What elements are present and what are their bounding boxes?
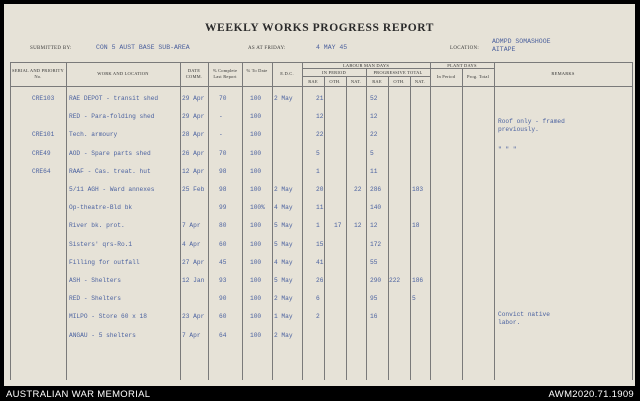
cell-serial: CRE103 xyxy=(32,95,55,102)
cell-prog-oth: 222 xyxy=(389,277,401,284)
header-remarks: REMARKS xyxy=(551,71,575,76)
col-line xyxy=(242,62,243,380)
cell-work: RAE DEPOT - transit shed xyxy=(69,95,159,102)
col-line xyxy=(366,68,367,380)
cell-prog-rae: 22 xyxy=(370,131,378,139)
cell-rae: 20 xyxy=(316,186,324,193)
cell-last-report: 99 xyxy=(219,204,227,212)
header-plant-prog-total: Prog. Total xyxy=(466,74,490,79)
table-header-rule xyxy=(10,86,632,87)
cell-work: RAAF - Cas. treat. hut xyxy=(69,167,151,175)
cell-work: RED - Para-folding shed xyxy=(69,113,155,121)
cell-nat: 22 xyxy=(354,186,362,193)
cell-work: River bk. prot. xyxy=(69,222,125,230)
cell-work: RED - Shelters xyxy=(69,295,121,303)
cell-prog-nat: 186 xyxy=(412,277,424,284)
header-work: WORK AND LOCATION xyxy=(97,71,149,76)
col-line xyxy=(346,76,347,380)
cell-last-report: 60 xyxy=(219,313,227,321)
cell-remarks: previously. xyxy=(498,126,539,133)
cell-to-date: 100 xyxy=(250,149,262,157)
col-line xyxy=(208,62,209,380)
cell-work: Filling for outfall xyxy=(69,258,140,266)
cell-to-date: 100 xyxy=(250,295,262,303)
cell-prog-nat: 183 xyxy=(412,186,424,193)
cell-oth: 17 xyxy=(334,222,342,230)
cell-edc: 4 May xyxy=(274,204,293,212)
cell-prog-rae: 16 xyxy=(370,313,378,321)
cell-prog-nat: 5 xyxy=(412,295,416,303)
cell-serial: CRE64 xyxy=(32,167,51,175)
cell-remarks: labor. xyxy=(498,319,521,326)
as-at-friday-value: 4 MAY 45 xyxy=(316,44,348,51)
cell-date: 7 Apr xyxy=(182,331,201,339)
cell-prog-rae: 55 xyxy=(370,258,378,266)
cell-date: 26 Apr xyxy=(182,149,205,157)
header-plant-in-period: In Period xyxy=(436,74,456,79)
header-pct-to-date: % To Date xyxy=(246,68,268,73)
cell-to-date: 100 xyxy=(250,277,262,284)
col-line xyxy=(462,68,463,380)
cell-prog-rae: 172 xyxy=(370,240,382,248)
cell-prog-rae: 286 xyxy=(370,186,382,193)
cell-prog-rae: 5 xyxy=(370,149,374,157)
header-date-comm: DATE COMM. xyxy=(185,68,203,79)
location-value-line2: AITAPE xyxy=(492,46,516,53)
cell-rae: 21 xyxy=(316,95,324,102)
cell-rae: 11 xyxy=(316,204,324,212)
cell-date: 29 Apr xyxy=(182,113,205,121)
submitted-by-value: CON 5 AUST BASE SUB-AREA xyxy=(96,44,190,51)
cell-last-report: - xyxy=(219,131,223,139)
col-line xyxy=(10,62,11,380)
header-oth: OTH. xyxy=(329,78,341,84)
cell-date: 4 Apr xyxy=(182,240,201,248)
cell-last-report: 45 xyxy=(219,258,227,266)
cell-prog-rae: 95 xyxy=(370,295,378,303)
cell-work: ANGAU - 5 shelters xyxy=(69,331,136,339)
page-title: WEEKLY WORKS PROGRESS REPORT xyxy=(204,22,435,34)
cell-edc: 4 May xyxy=(274,258,293,266)
cell-work: 5/11 AGH - Ward annexes xyxy=(69,186,155,193)
cell-last-report: 60 xyxy=(219,240,227,248)
cell-edc: 5 May xyxy=(274,240,293,248)
cell-date: 12 Apr xyxy=(182,167,205,175)
cell-to-date: 100 xyxy=(250,240,262,248)
cell-date: 29 Apr xyxy=(182,95,205,102)
cell-last-report: 80 xyxy=(219,222,227,230)
cell-last-report: 93 xyxy=(219,277,227,284)
cell-to-date: 100 xyxy=(250,167,262,175)
cell-date: 7 Apr xyxy=(182,222,201,230)
header-edc: E.D.C. xyxy=(280,71,294,76)
cell-to-date: 100 xyxy=(250,95,262,102)
header-prog-rae: RAE xyxy=(372,78,382,84)
cell-to-date: 100 xyxy=(250,313,262,321)
cell-prog-rae: 12 xyxy=(370,113,378,121)
cell-prog-rae: 52 xyxy=(370,95,378,102)
header-in-period: IN PERIOD xyxy=(322,69,346,75)
cell-date: 25 Feb xyxy=(182,186,205,193)
cell-work: AOD - Spare parts shed xyxy=(69,149,151,157)
cell-edc: 2 May xyxy=(274,186,293,193)
cell-rae: 22 xyxy=(316,131,324,139)
col-line xyxy=(66,62,67,380)
header-prog-nat: NAT. xyxy=(414,78,426,84)
cell-date: 28 Apr xyxy=(182,131,205,139)
credit-left: AUSTRALIAN WAR MEMORIAL xyxy=(6,389,151,400)
header-serial: SERIAL AND PRIORITY No. xyxy=(12,68,64,79)
cell-to-date: 100 xyxy=(250,186,262,193)
col-line xyxy=(430,62,431,380)
col-line xyxy=(388,76,389,380)
col-line xyxy=(324,76,325,380)
cell-edc: 2 May xyxy=(274,95,293,102)
cell-last-report: 64 xyxy=(219,331,227,339)
cell-rae: 26 xyxy=(316,277,324,284)
col-line xyxy=(272,62,273,380)
cell-prog-rae: 290 xyxy=(370,277,382,284)
cell-to-date: 100 xyxy=(250,331,262,339)
cell-last-report: 70 xyxy=(219,95,227,102)
cell-to-date: 100 xyxy=(250,113,262,121)
cell-prog-rae: 140 xyxy=(370,204,382,212)
cell-to-date: 100 xyxy=(250,222,262,230)
cell-rae: 15 xyxy=(316,240,324,248)
cell-to-date: 100% xyxy=(250,204,265,212)
header-nat: NAT. xyxy=(350,78,362,84)
header-prog-oth: OTH. xyxy=(393,78,405,84)
cell-last-report: 98 xyxy=(219,186,227,193)
cell-edc: 5 May xyxy=(274,222,293,230)
col-line xyxy=(410,76,411,380)
cell-to-date: 100 xyxy=(250,258,262,266)
location-label: LOCATION: xyxy=(450,46,480,51)
cell-rae: 6 xyxy=(316,295,320,303)
cell-work: ASH - Shelters xyxy=(69,277,121,284)
col-line xyxy=(180,62,181,380)
header-plant: PLANT DAYS xyxy=(447,62,477,68)
cell-last-report: 98 xyxy=(219,167,227,175)
header-labour: LABOUR MAN DAYS xyxy=(342,62,390,68)
cell-rae: 2 xyxy=(316,313,320,321)
report-sheet xyxy=(4,4,635,386)
cell-work: Op-theatre-Bld bk xyxy=(69,204,133,212)
cell-prog-rae: 12 xyxy=(370,222,378,230)
submitted-by-label: SUBMITTED BY: xyxy=(30,46,72,51)
cell-rae: 1 xyxy=(316,222,320,230)
cell-remarks: " " " xyxy=(498,146,517,153)
cell-to-date: 100 xyxy=(250,131,262,139)
cell-date: 27 Apr xyxy=(182,258,205,266)
credit-right: AWM2020.71.1909 xyxy=(548,389,634,400)
header-pct-complete: % Complete Last Report xyxy=(212,68,238,79)
cell-remarks: Roof only - framed xyxy=(498,118,565,125)
cell-last-report: - xyxy=(219,113,223,121)
cell-work: MILPO - Store 60 x 18 xyxy=(69,313,147,321)
cell-serial: CRE49 xyxy=(32,149,51,157)
cell-prog-nat: 18 xyxy=(412,222,420,230)
cell-work: Tech. armoury xyxy=(69,131,118,139)
col-line xyxy=(302,62,303,380)
as-at-friday-label: AS AT FRIDAY: xyxy=(248,46,286,51)
cell-rae: 1 xyxy=(316,167,320,175)
cell-rae: 5 xyxy=(316,149,320,157)
cell-remarks: Convict native xyxy=(498,311,550,318)
cell-work: Sisters' qrs-Ro.1 xyxy=(69,240,133,248)
cell-rae: 41 xyxy=(316,258,324,266)
cell-prog-rae: 11 xyxy=(370,167,378,175)
location-value-line1: ADMPD SOMASHOOE xyxy=(492,38,551,45)
cell-nat: 12 xyxy=(354,222,362,230)
col-line xyxy=(632,62,633,380)
cell-edc: 2 May xyxy=(274,295,293,303)
cell-last-report: 70 xyxy=(219,149,227,157)
cell-last-report: 90 xyxy=(219,295,227,303)
cell-date: 23 Apr xyxy=(182,313,205,321)
cell-edc: 1 May xyxy=(274,313,293,321)
cell-serial: CRE101 xyxy=(32,131,55,139)
cell-date: 12 Jan xyxy=(182,277,205,284)
cell-edc: 2 May xyxy=(274,331,293,339)
col-line xyxy=(494,62,495,380)
header-rae: RAE xyxy=(308,78,318,84)
cell-rae: 12 xyxy=(316,113,324,121)
cell-edc: 5 May xyxy=(274,277,293,284)
header-progressive-total: PROGRESSIVE TOTAL xyxy=(373,69,423,75)
